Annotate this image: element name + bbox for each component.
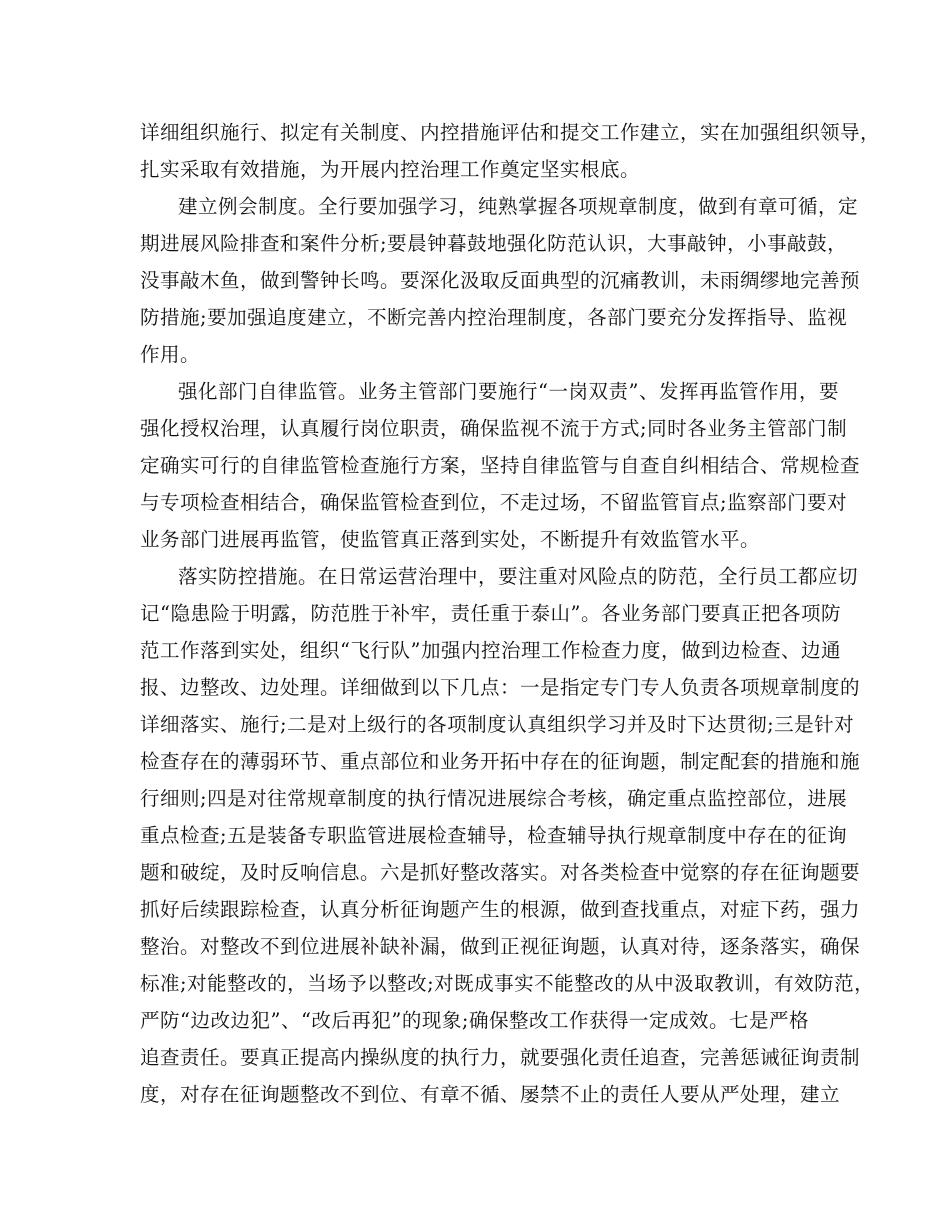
paragraph-first-line: 强化部门自律监管。业务主管部门要施行“一岗双责”、发挥再监管作用，要 — [178, 380, 839, 403]
text-line: 业务部门进展再监管，使监管真正落到实处，不断提升有效监管水平。 — [140, 528, 761, 551]
text-line: 题和破绽，及时反响信息。六是抓好整改落实。对各类检查中觉察的存在征询题要 — [140, 861, 861, 884]
text-line: 度，对存在征询题整改不到位、有章不循、屡禁不止的责任人要从严处理，建立 — [140, 1083, 841, 1106]
paragraph-first-line: 建立例会制度。全行要加强学习，纯熟掌握各项规章制度，做到有章可循，定 — [178, 195, 859, 218]
text-line: 检查存在的薄弱环节、重点部位和业务开拓中存在的征询题，制定配套的措施和施 — [140, 750, 861, 773]
text-line: 严防“边改边犯”、“改后再犯”的现象;确保整改工作获得一定成效。七是严格 — [140, 1009, 809, 1032]
text-line: 没事敲木鱼，做到警钟长鸣。要深化汲取反面典型的沉痛教训，未雨绸缪地完善预 — [140, 269, 861, 292]
text-line: 记“隐患险于明露，防范胜于补牢，责任重于泰山”。各业务部门要真正把各项防 — [140, 602, 841, 625]
text-line: 抓好后续跟踪检查，认真分析征询题产生的根源，做到查找重点，对症下药，强力 — [140, 898, 861, 921]
text-line: 报、边整改、边处理。详细做到以下几点：一是指定专门专人负责各项规章制度的 — [140, 676, 861, 699]
text-line: 整治。对整改不到位进展补缺补漏，做到正视征询题，认真对待，逐条落实，确保 — [140, 935, 861, 958]
text-line: 防措施;要加强追度建立，不断完善内控治理制度，各部门要充分发挥指导、监视 — [140, 306, 848, 329]
text-line: 强化授权治理，认真履行岗位职责，确保监视不流于方式;同时各业务主管部门制 — [140, 417, 848, 440]
text-line: 标准;对能整改的，当场予以整改;对既成事实不能整改的从中汲取教训，有效防范， — [140, 972, 875, 995]
text-line: 作用。 — [140, 343, 201, 366]
text-line: 定确实可行的自律监管检查施行方案，坚持自律监管与自查自纠相结合、常规检查 — [140, 454, 861, 477]
text-line: 重点检查;五是装备专职监管进展检查辅导，检查辅导执行规章制度中存在的征询 — [140, 824, 848, 847]
paragraph-first-line: 落实防控措施。在日常运营治理中，要注重对风险点的防范，全行员工都应切 — [178, 565, 859, 588]
text-line: 扎实采取有效措施，为开展内控治理工作奠定坚实根底。 — [140, 158, 641, 181]
text-line: 范工作落到实处，组织“飞行队”加强内控治理工作检查力度，做到边检查、边通 — [140, 639, 841, 662]
text-line: 详细组织施行、拟定有关制度、内控措施评估和提交工作建立，实在加强组织领导， — [140, 121, 881, 144]
text-line: 行细则;四是对往常规章制度的执行情况进展综合考核，确定重点监控部位，进展 — [140, 787, 848, 810]
document-body — [140, 114, 881, 1113]
text-line: 追查责任。要真正提高内操纵度的执行力，就要强化责任追查，完善惩诫征询责制 — [140, 1046, 861, 1069]
text-line: 与专项检查相结合，确保监管检查到位，不走过场，不留监管盲点;监察部门要对 — [140, 491, 848, 514]
text-line: 期进展风险排查和案件分析;要晨钟暮鼓地强化防范认识，大事敲钟，小事敲鼓， — [140, 232, 848, 255]
text-line: 详细落实、施行;二是对上级行的各项制度认真组织学习并及时下达贯彻;三是针对 — [140, 713, 855, 736]
